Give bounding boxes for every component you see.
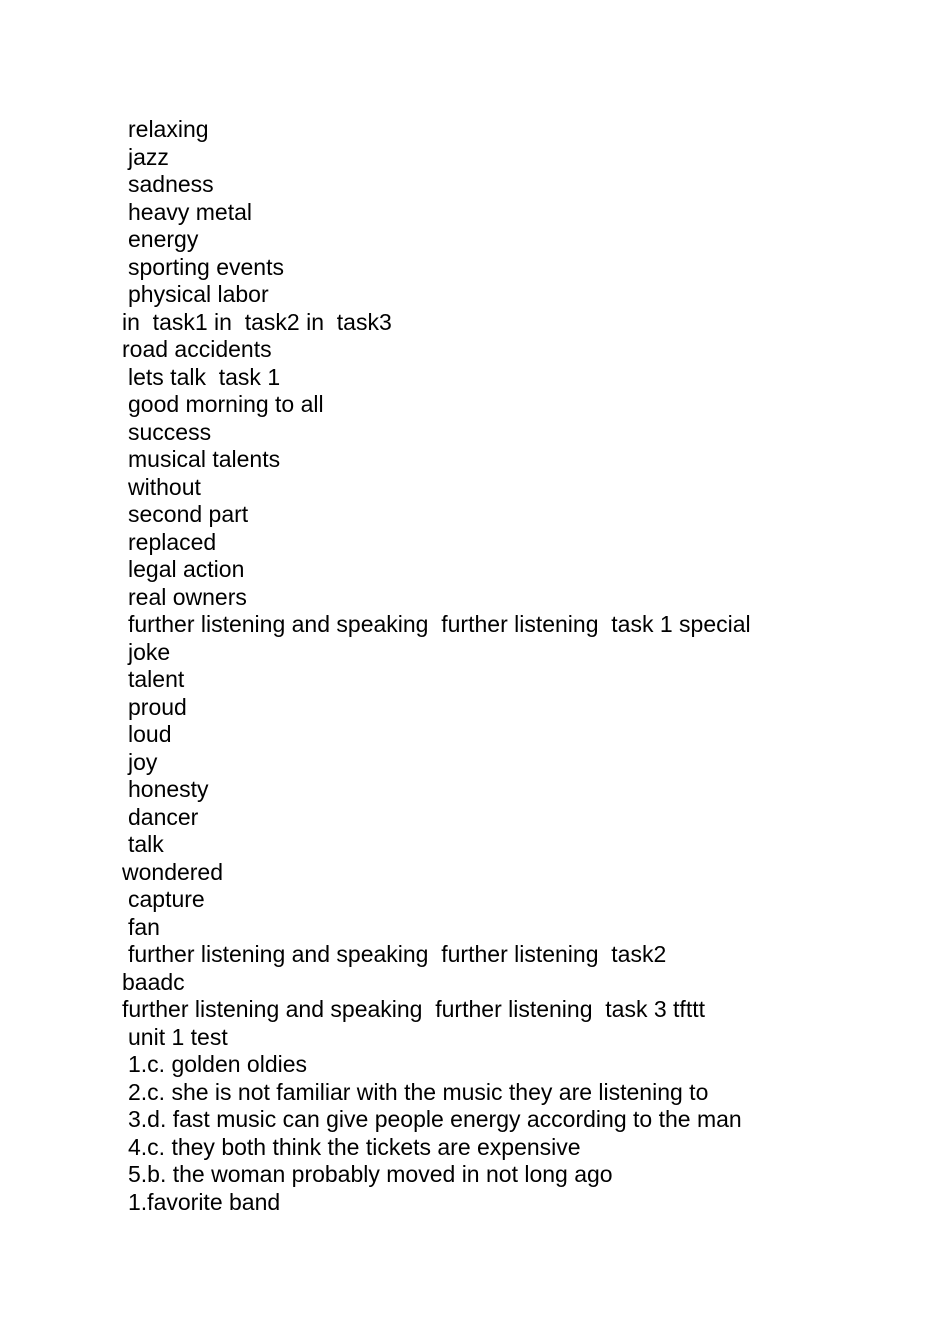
text-line: 1.c. golden oldies	[128, 1051, 308, 1077]
text-line: further listening and speaking further listening task 3 tfttt	[122, 996, 705, 1022]
text-line: honesty	[128, 776, 209, 802]
text-line: heavy metal	[128, 198, 253, 225]
text-line: capture	[128, 886, 205, 912]
text-line: joke	[128, 638, 171, 665]
text-line: talk	[128, 831, 164, 857]
text-line: 4.c. they both think the tickets are expensive	[128, 1133, 581, 1160]
text-line: real owners	[128, 583, 247, 610]
text-line: dancer	[128, 803, 199, 830]
text-line: success	[128, 418, 212, 445]
text-line: 5.b. the woman probably moved in not long ago	[128, 1161, 613, 1187]
text-line: 2.c. she is not familiar with the music they are listening to	[128, 1078, 709, 1105]
text-line: legal action	[128, 556, 245, 582]
text-line: unit 1 test	[128, 1023, 228, 1050]
text-line: proud	[128, 693, 187, 720]
text-line: relaxing	[128, 116, 209, 142]
text-line: good morning to all	[128, 391, 324, 417]
text-line: energy	[128, 226, 199, 252]
text-line: 1.favorite band	[128, 1188, 281, 1215]
text-line: further listening and speaking further listening task 1 special	[128, 611, 751, 637]
text-line: further listening and speaking further listening task2	[128, 941, 667, 967]
text-line: physical labor	[128, 281, 269, 307]
text-line: wondered	[122, 858, 224, 885]
text-line: second part	[128, 501, 249, 527]
text-line: loud	[128, 721, 172, 747]
text-line: fan	[128, 913, 160, 940]
text-line: sadness	[128, 171, 214, 197]
text-line: musical talents	[128, 446, 281, 472]
text-line: baadc	[122, 968, 185, 995]
text-line: without	[128, 473, 201, 500]
text-line: jazz	[128, 143, 169, 170]
text-line: road accidents	[122, 336, 272, 362]
text-line: 3.d. fast music can give people energy according to the man	[128, 1106, 742, 1132]
text-lines	[122, 116, 751, 1216]
text-line: replaced	[128, 528, 217, 555]
text-line: lets talk task 1	[128, 363, 281, 390]
text-line: in task1 in task2 in task3	[122, 308, 392, 335]
text-line: sporting events	[128, 253, 284, 280]
text-line: joy	[128, 748, 158, 775]
text-line: talent	[128, 666, 185, 692]
